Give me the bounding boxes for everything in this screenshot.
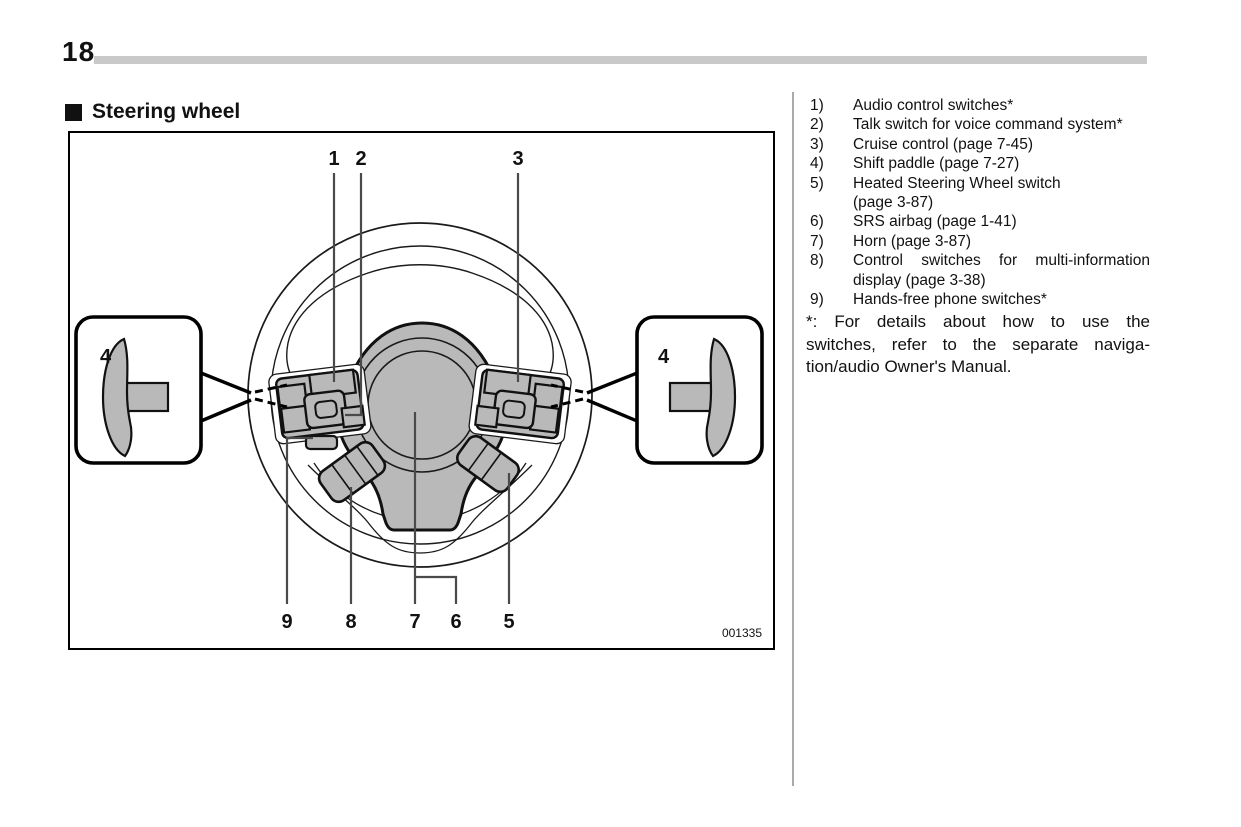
legend-item-7: 7) Horn (page 3-87) [810,232,972,250]
right-switch-cluster [468,363,572,444]
legend-item-4: 4) Shift paddle (page 7-27) [810,155,1020,173]
legend-item-5: 5) Heated Steering Wheel switch (page 3-87) [810,174,1061,212]
legend-item-3: 3) Cruise control (page 7-45) [810,135,1034,153]
callout-7: 7 [409,611,421,633]
figure-code: 001335 [721,626,762,640]
square-bullet-icon [65,104,82,121]
callout-3: 3 [512,148,524,170]
callout-2: 2 [355,148,367,170]
steering-wheel-figure [68,131,775,650]
callout-9: 9 [281,611,293,633]
legend-list [806,96,1150,379]
column-divider [792,92,794,786]
section-heading [65,100,240,124]
steering-wheel-diagram [68,131,775,650]
callout-5: 5 [503,611,515,633]
legend-item-8: 8) Control switches for multi-information display (page 3-38) [810,252,1150,289]
callout-4-left: 4 [100,346,112,368]
legend-item-9: 9) Hands-free phone switches* [810,291,1047,309]
section-title: Steering wheel [92,100,241,123]
legend-item-1: 1) Audio control switches* [810,97,1014,114]
callout-1: 1 [328,148,340,170]
callout-4-right: 4 [658,346,670,368]
asterisk-footnote: *: For details about how to use the switches, refer to the separate naviga- tion/audio Owner's Manual. [806,312,1150,377]
legend-item-6: 6) SRS airbag (page 1-41) [810,213,1017,231]
legend-item-2: 2) Talk switch for voice command system* [810,116,1123,134]
page-number: 18 [62,36,96,67]
callout-6: 6 [450,611,462,633]
left-switch-cluster [268,363,372,444]
header-rule [94,56,1147,64]
callout-8: 8 [345,611,357,633]
